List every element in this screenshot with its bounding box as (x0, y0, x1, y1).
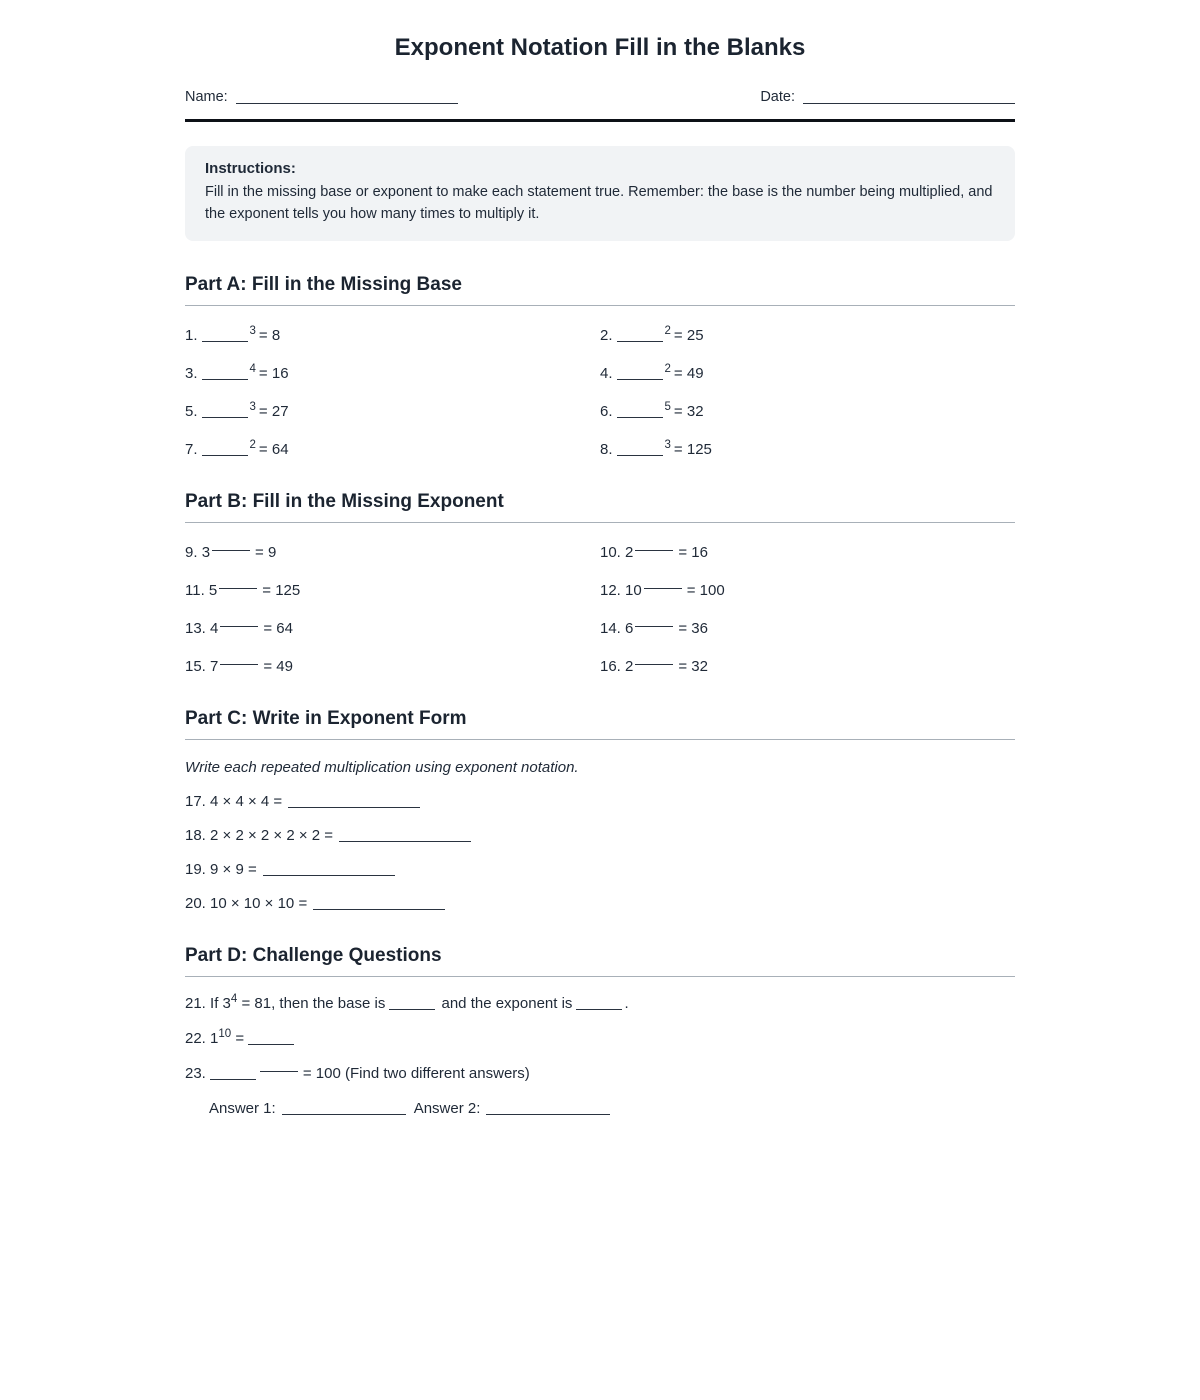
question-text: = 81, then the base is (241, 994, 386, 1012)
question-6 (600, 400, 1015, 420)
equation-result: = 32 (678, 657, 708, 675)
question-21 (185, 992, 1015, 1012)
answer-blank-line (339, 841, 471, 842)
expression: 10 × 10 × 10 = (210, 894, 308, 912)
answer-blank-line (288, 807, 420, 808)
base-value: 2 (625, 657, 634, 675)
part-b-items (185, 544, 1015, 675)
base-value: 7 (210, 657, 219, 675)
question-12 (600, 582, 1015, 599)
answer-blank-line (248, 1044, 294, 1045)
part-c-items (185, 793, 1015, 912)
answer1-label: Answer 1: (209, 1099, 276, 1117)
equation-result: = 32 (673, 402, 704, 420)
question-number: 23. (185, 1064, 206, 1082)
base-value: 2 (625, 543, 634, 561)
question-number: 3. (185, 364, 198, 382)
question-8 (600, 438, 1015, 458)
question-2 (600, 324, 1015, 344)
base-blank-line (202, 379, 248, 380)
equation-result: = 16 (258, 364, 289, 382)
part-c-heading: Part C: Write in Exponent Form (185, 708, 1015, 740)
question-number: 13. (185, 619, 206, 637)
question-4 (600, 362, 1015, 382)
exponent-blank-line (635, 664, 673, 665)
question-text: and the exponent is (441, 994, 573, 1012)
equation-result: = 64 (258, 440, 289, 458)
exponent-blank-line (260, 1071, 298, 1072)
question-number: 8. (600, 440, 613, 458)
base-blank-line (202, 455, 248, 456)
question-number: 7. (185, 440, 198, 458)
part-a-heading: Part A: Fill in the Missing Base (185, 274, 1015, 306)
base-blank-line (617, 417, 663, 418)
question-number: 20. (185, 894, 206, 912)
question-text: If 3 (210, 994, 231, 1012)
equation-result: = 25 (673, 326, 704, 344)
question-number: 18. (185, 826, 206, 844)
part-d-section (185, 945, 1015, 1117)
name-blank-line (236, 103, 458, 104)
base-blank-line (617, 455, 663, 456)
date-label: Date: (760, 89, 795, 105)
part-c-note: Write each repeated multiplication using exponent notation. (185, 758, 579, 776)
exponent-value: 2 (249, 438, 256, 451)
equation-result: = 36 (678, 619, 708, 637)
name-date-row (185, 89, 1015, 105)
question-22 (185, 1027, 1015, 1047)
question-text: . (624, 994, 629, 1012)
equation-result: = 125 (673, 440, 712, 458)
name-field (185, 89, 458, 105)
question-3 (185, 362, 600, 382)
base-value: 1 (210, 1029, 219, 1047)
name-label: Name: (185, 89, 228, 105)
question-number: 9. (185, 543, 198, 561)
base-value: 4 (210, 619, 219, 637)
equation-result: = 125 (262, 581, 301, 599)
question-5 (185, 400, 600, 420)
equation-result: = 8 (258, 326, 281, 344)
question-number: 14. (600, 619, 621, 637)
question-number: 15. (185, 657, 206, 675)
question-number: 22. (185, 1029, 206, 1047)
question-number: 4. (600, 364, 613, 382)
question-number: 11. (185, 581, 205, 599)
exponent-blank-line (635, 550, 673, 551)
question-18 (185, 827, 1015, 844)
instructions-body: Fill in the missing base or exponent to make each statement true. Remember: the base is the number being multiplied, and the exponent tells you how many times to multiply it. (205, 184, 993, 222)
answer2-label: Answer 2: (413, 1099, 481, 1117)
answer-blank-line (263, 875, 395, 876)
header-divider (185, 119, 1015, 122)
equation-result: = 16 (678, 543, 708, 561)
part-d-heading: Part D: Challenge Questions (185, 945, 1015, 977)
exponent-value: 3 (249, 324, 256, 337)
question-number: 6. (600, 402, 613, 420)
base-value: 5 (208, 581, 218, 599)
base-value: 3 (201, 543, 211, 561)
exponent-value: 4 (230, 992, 238, 1005)
exponent-blank-line (220, 664, 258, 665)
question-17 (185, 793, 1015, 810)
question-19 (185, 861, 1015, 878)
exponent-value: 2 (664, 362, 671, 375)
exponent-blank-line (220, 626, 258, 627)
part-b-section (185, 491, 1015, 675)
question-number: 12. (600, 581, 621, 599)
base-answer-blank-line (389, 1009, 435, 1010)
answer2-blank-line (486, 1114, 610, 1115)
question-number: 5. (185, 402, 198, 420)
part-c-section (185, 708, 1015, 912)
question-number: 21. (185, 994, 206, 1012)
question-7 (185, 438, 600, 458)
equation-result: = 49 (673, 364, 704, 382)
answers-row (185, 1100, 1015, 1117)
equation-result: = 100 (Find two different answers) (302, 1064, 530, 1082)
date-field (760, 89, 1015, 105)
equals-sign: = (235, 1029, 245, 1047)
equation-result: = 64 (263, 619, 293, 637)
question-13 (185, 620, 600, 637)
instructions-heading: Instructions: (205, 160, 296, 177)
base-blank-line (210, 1079, 256, 1080)
question-9 (185, 544, 600, 561)
exponent-answer-blank-line (576, 1009, 622, 1010)
equation-result: = 27 (258, 402, 289, 420)
equation-result: = 100 (686, 581, 725, 599)
base-blank-line (617, 341, 663, 342)
base-value: 6 (625, 619, 634, 637)
exponent-value: 10 (218, 1027, 232, 1040)
question-number: 17. (185, 792, 206, 810)
exponent-value: 4 (249, 362, 256, 375)
exponent-blank-line (212, 550, 250, 551)
date-blank-line (803, 103, 1015, 104)
exponent-blank-line (635, 626, 673, 627)
exponent-value: 3 (249, 400, 256, 413)
expression: 2 × 2 × 2 × 2 × 2 = (210, 826, 334, 844)
worksheet-page (185, 0, 1015, 1117)
question-16 (600, 658, 1015, 675)
question-number: 1. (185, 326, 198, 344)
question-number: 10. (600, 543, 621, 561)
base-blank-line (617, 379, 663, 380)
base-blank-line (202, 417, 248, 418)
part-b-heading: Part B: Fill in the Missing Exponent (185, 491, 1015, 523)
exponent-value: 3 (664, 438, 671, 451)
question-10 (600, 544, 1015, 561)
answer1-blank-line (282, 1114, 406, 1115)
expression: 4 × 4 × 4 = (210, 792, 283, 810)
base-value: 10 (625, 581, 642, 599)
equation-result: = 49 (263, 657, 293, 675)
expression: 9 × 9 = (210, 860, 257, 878)
question-number: 2. (600, 326, 613, 344)
part-d-items (185, 992, 1015, 1117)
question-15 (185, 658, 600, 675)
question-14 (600, 620, 1015, 637)
question-11 (185, 582, 600, 599)
answer-blank-line (313, 909, 445, 910)
base-blank-line (202, 341, 248, 342)
question-number: 16. (600, 657, 621, 675)
exponent-value: 5 (664, 400, 671, 413)
question-number: 19. (185, 860, 206, 878)
exponent-value: 2 (664, 324, 671, 337)
exponent-blank-line (219, 588, 257, 589)
question-20 (185, 895, 1015, 912)
question-1 (185, 324, 600, 344)
equation-result: = 9 (255, 543, 277, 561)
instructions-box (185, 146, 1015, 241)
part-a-items (185, 324, 1015, 458)
question-23 (185, 1065, 1015, 1082)
part-a-section (185, 274, 1015, 458)
page-title: Exponent Notation Fill in the Blanks (394, 34, 806, 61)
exponent-blank-line (644, 588, 682, 589)
